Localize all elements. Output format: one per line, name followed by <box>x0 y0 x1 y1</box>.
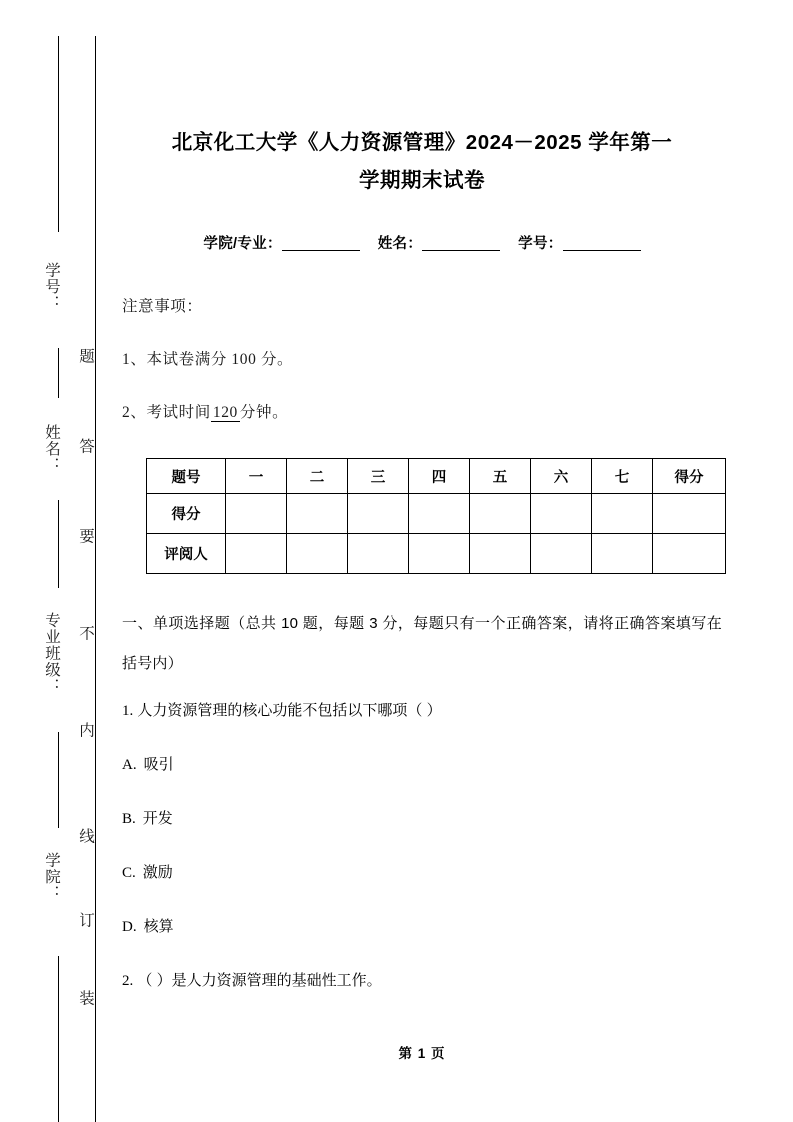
notice-block <box>122 280 722 439</box>
question-section <box>122 604 722 1008</box>
option-letter: D. <box>122 919 137 935</box>
college-major-label: 学院/专业： <box>203 236 282 252</box>
table-row <box>147 534 726 574</box>
option-letter: A. <box>122 757 137 773</box>
score-cell[interactable] <box>592 494 653 534</box>
question-index: 1. <box>122 703 134 719</box>
seal-warning-char: 题 <box>77 348 94 364</box>
score-table-col-header: 二 <box>287 459 348 494</box>
section-heading: 一、单项选择题（总共 10 题，每题 3 分，每题只有一个正确答案，请将正确答案填写在括号内） <box>122 615 722 672</box>
score-table-row-label: 评阅人 <box>147 534 226 574</box>
score-table-col-header: 七 <box>592 459 653 494</box>
score-table-row-label: 得分 <box>147 494 226 534</box>
seal-warning-char: 线 <box>77 828 94 844</box>
option-letter: B. <box>122 811 136 827</box>
grader-cell[interactable] <box>226 534 287 574</box>
score-table-col-header: 三 <box>348 459 409 494</box>
seal-line-margin <box>0 0 96 1122</box>
question-option[interactable] <box>122 792 722 846</box>
grader-cell[interactable] <box>653 534 726 574</box>
score-cell[interactable] <box>531 494 592 534</box>
seal-rule-segment <box>58 348 59 398</box>
grader-cell[interactable] <box>348 534 409 574</box>
grader-cell[interactable] <box>592 534 653 574</box>
score-table-col-header: 四 <box>409 459 470 494</box>
student-id-label: 学号： <box>518 236 563 252</box>
score-cell[interactable] <box>470 494 531 534</box>
score-table-col-header: 得分 <box>653 459 726 494</box>
grader-cell[interactable] <box>470 534 531 574</box>
seal-rule-segment <box>58 956 59 1122</box>
name-blank[interactable] <box>422 250 500 251</box>
score-table-col-header: 五 <box>470 459 531 494</box>
seal-label-name: 姓名： <box>43 424 60 474</box>
question-text: 人力资源管理的核心功能不包括以下哪项（ ） <box>137 702 442 719</box>
table-row <box>147 459 726 494</box>
seal-warning-char: 装 <box>77 990 94 1006</box>
option-letter: C. <box>122 865 136 881</box>
seal-label-student-id: 学号： <box>43 262 60 312</box>
student-info-line <box>122 232 722 253</box>
seal-student-info-column <box>18 0 62 1122</box>
title-line-2: 学期期末试卷 <box>359 169 485 192</box>
score-cell[interactable] <box>348 494 409 534</box>
question-index: 2. <box>122 973 134 989</box>
seal-rule-segment <box>58 500 59 588</box>
student-id-blank[interactable] <box>563 250 641 251</box>
notice-item-2-suffix: 分钟。 <box>239 404 289 421</box>
option-text: 开发 <box>142 810 173 827</box>
seal-warning-char: 不 <box>77 625 94 641</box>
score-table <box>146 458 726 574</box>
score-table-row-label: 题号 <box>147 459 226 494</box>
grader-cell[interactable] <box>287 534 348 574</box>
question-option[interactable] <box>122 900 722 954</box>
seal-warning-column <box>60 0 96 1122</box>
page-title <box>122 124 722 200</box>
seal-warning-char: 要 <box>77 528 94 544</box>
title-line-1: 北京化工大学《人力资源管理》2024－2025 学年第一 <box>171 131 673 154</box>
seal-rule-segment <box>58 732 59 828</box>
table-row <box>147 494 726 534</box>
score-cell[interactable] <box>409 494 470 534</box>
seal-label-college: 学院： <box>43 852 60 902</box>
score-cell[interactable] <box>226 494 287 534</box>
exam-duration-value: 120 <box>212 404 238 421</box>
option-text: 吸引 <box>143 756 174 773</box>
name-label: 姓名： <box>377 236 423 252</box>
question-text: （ ）是人力资源管理的基础性工作。 <box>137 972 382 989</box>
option-text: 激励 <box>142 864 173 881</box>
question-stem <box>122 684 722 738</box>
seal-warning-char: 答 <box>77 438 94 454</box>
question-option[interactable] <box>122 846 722 900</box>
question-option[interactable] <box>122 738 722 792</box>
question-stem <box>122 954 722 1008</box>
score-table-col-header: 六 <box>531 459 592 494</box>
notice-heading: 注意事项： <box>122 298 203 315</box>
notice-item-2 <box>122 386 722 439</box>
seal-label-class: 专业班级： <box>43 612 60 695</box>
score-cell[interactable] <box>287 494 348 534</box>
seal-warning-char: 订 <box>77 912 94 928</box>
grader-cell[interactable] <box>409 534 470 574</box>
grader-cell[interactable] <box>531 534 592 574</box>
page-footer: 第 1 页 <box>398 1046 446 1061</box>
notice-item-1: 1、本试卷满分 100 分。 <box>122 351 294 368</box>
seal-warning-char: 内 <box>77 722 94 738</box>
seal-rule-segment <box>58 36 59 232</box>
option-text: 核算 <box>143 918 174 935</box>
score-table-col-header: 一 <box>226 459 287 494</box>
notice-item-2-prefix: 2、考试时间 <box>122 404 211 421</box>
college-major-blank[interactable] <box>282 250 360 251</box>
score-cell[interactable] <box>653 494 726 534</box>
